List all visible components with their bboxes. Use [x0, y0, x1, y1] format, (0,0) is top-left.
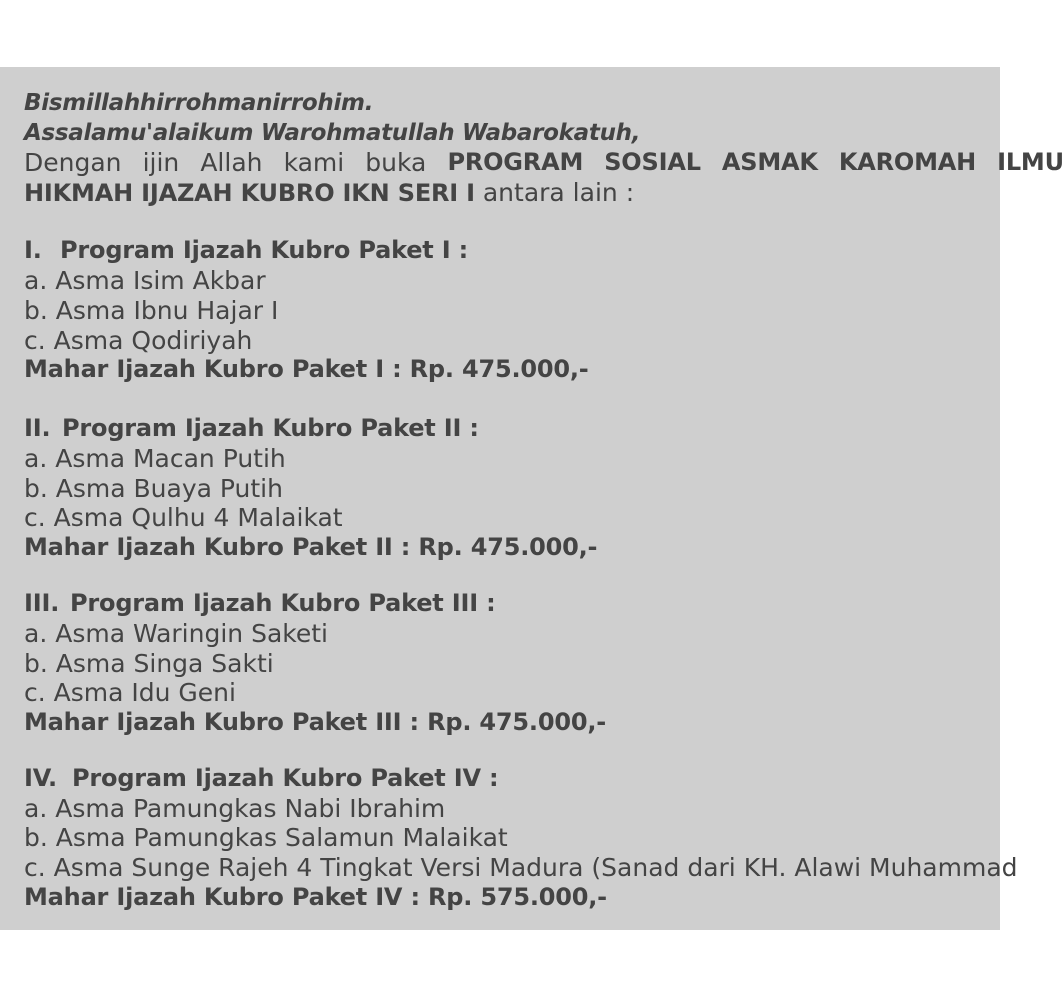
- intro-word: buka: [365, 148, 427, 178]
- intro-word: ijin: [142, 148, 180, 178]
- package-title: Program Ijazah Kubro Paket IV :: [72, 763, 499, 792]
- package-price: Mahar Ijazah Kubro Paket II : Rp. 475.000,-: [24, 532, 598, 561]
- intro-trailing: antara lain :: [474, 177, 635, 207]
- package-title: Program Ijazah Kubro Paket II :: [62, 414, 479, 443]
- package-item: a. Asma Isim Akbar: [24, 266, 266, 296]
- intro-word-bold: PROGRAM: [447, 148, 584, 177]
- intro-word-bold: KAROMAH: [838, 148, 977, 177]
- intro-word: kami: [283, 148, 345, 178]
- document-body: [24, 89, 1064, 913]
- package-heading: [24, 414, 1064, 444]
- spacer: [24, 385, 1064, 414]
- content-panel: [0, 67, 1064, 930]
- spacer: [24, 207, 1064, 236]
- package-item: b. Asma Ibnu Hajar I: [24, 295, 279, 325]
- package-numeral: IV.: [24, 763, 57, 792]
- package-item: a. Asma Pamungkas Nabi Ibrahim: [24, 793, 446, 823]
- package-item: b. Asma Buaya Putih: [24, 473, 283, 503]
- package-title: Program Ijazah Kubro Paket I :: [60, 236, 469, 265]
- spacer: [24, 738, 1064, 764]
- package-numeral: III.: [24, 588, 60, 617]
- package-numeral: II.: [24, 414, 51, 443]
- intro-word-bold: ASMAK: [721, 148, 818, 177]
- greeting-salam: Assalamu'alaikum Warohmatullah Wabarokatuh,: [24, 119, 641, 146]
- package-numeral: I.: [24, 236, 42, 265]
- package-heading: [24, 236, 1064, 266]
- intro-word: Allah: [200, 148, 263, 178]
- spacer: [24, 563, 1064, 589]
- package-item: c. Asma Qodiriyah: [24, 325, 253, 355]
- intro-word: Dengan: [24, 148, 122, 178]
- package-price: Mahar Ijazah Kubro Paket III : Rp. 475.000,-: [24, 707, 607, 736]
- intro-word-bold: ILMU: [997, 148, 1064, 177]
- package-price: Mahar Ijazah Kubro Paket IV : Rp. 575.000,-: [24, 882, 607, 911]
- intro-program-name: HIKMAH IJAZAH KUBRO IKN SERI I: [24, 178, 475, 207]
- package-4: [24, 764, 1064, 913]
- package-price: Mahar Ijazah Kubro Paket I : Rp. 475.000,-: [24, 355, 589, 384]
- package-3: [24, 589, 1064, 738]
- package-heading: [24, 589, 1064, 619]
- package-title: Program Ijazah Kubro Paket III :: [70, 588, 496, 617]
- package-heading: [24, 764, 1064, 794]
- intro-line-1: [24, 148, 1064, 178]
- package-2: [24, 414, 1064, 563]
- intro-word-bold: SOSIAL: [604, 148, 701, 177]
- package-item: c. Asma Sunge Rajeh 4 Tingkat Versi Madura (Sanad dari KH. Alawi Muhammad: [24, 852, 1018, 882]
- package-item: c. Asma Idu Geni: [24, 678, 236, 708]
- intro-line-2: [24, 178, 1064, 208]
- package-item: b. Asma Pamungkas Salamun Malaikat: [24, 823, 508, 853]
- greeting-bismillah: Bismillahhirrohmanirrohim.: [24, 90, 374, 116]
- package-item: a. Asma Macan Putih: [24, 444, 286, 474]
- package-1: [24, 236, 1064, 385]
- package-item: c. Asma Qulhu 4 Malaikat: [24, 503, 343, 533]
- package-item: b. Asma Singa Sakti: [24, 648, 274, 678]
- package-item: a. Asma Waringin Saketi: [24, 618, 328, 648]
